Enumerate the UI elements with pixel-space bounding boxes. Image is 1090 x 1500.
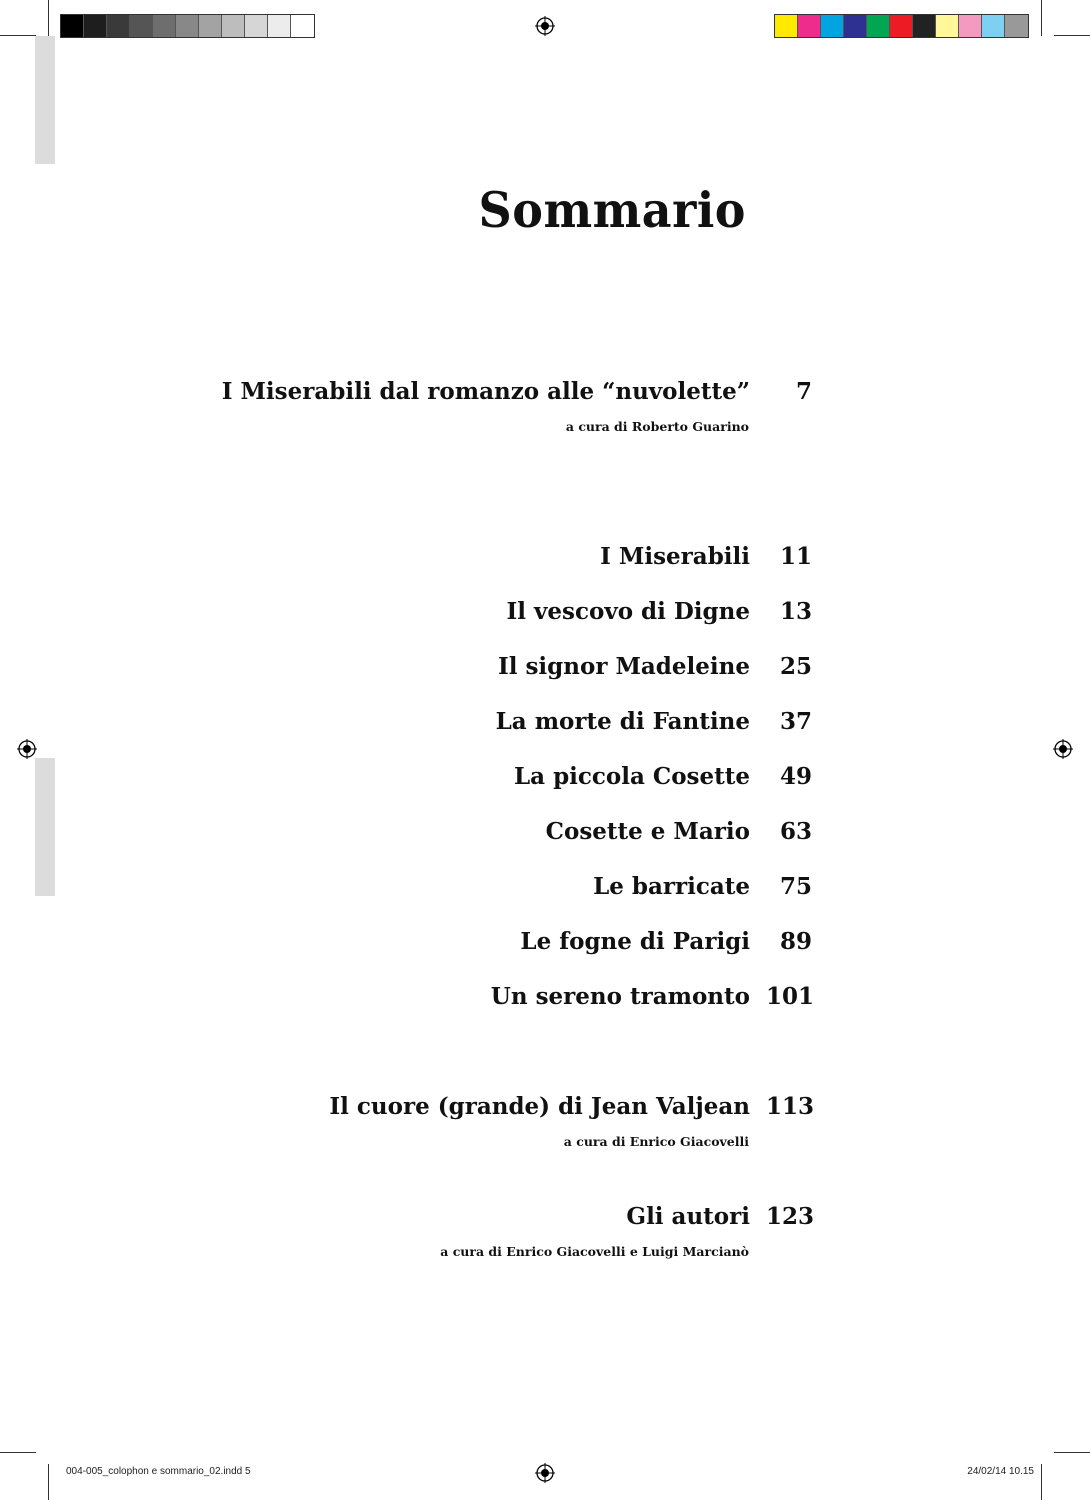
toc-entry-page: 123 <box>766 1203 815 1230</box>
toc-entry <box>0 708 1090 748</box>
color-swatch <box>1005 15 1028 37</box>
slug-filename: 004-005_colophon e sommario_02.indd 5 <box>66 1466 251 1477</box>
registration-mark-icon <box>535 16 555 36</box>
toc-entry <box>0 653 1090 693</box>
color-swatch <box>821 15 844 37</box>
color-swatch <box>176 15 199 37</box>
toc-entry <box>0 873 1090 913</box>
toc-entry <box>0 983 1090 1023</box>
toc-entry-title: La piccola Cosette <box>513 763 750 790</box>
crop-mark <box>1041 1464 1042 1500</box>
toc-entry <box>0 928 1090 968</box>
toc-entry-title: I Miserabili <box>600 543 750 570</box>
color-swatch <box>844 15 867 37</box>
gray-color-bar <box>60 14 315 38</box>
toc-entry <box>0 543 1090 583</box>
toc-entry-credit: a cura di Enrico Giacovelli <box>563 1134 749 1149</box>
color-swatch <box>775 15 798 37</box>
toc-entry-page: 49 <box>779 763 812 790</box>
toc-entry-title: Il vescovo di Digne <box>506 598 750 625</box>
toc-entry-title: Il signor Madeleine <box>497 653 750 680</box>
toc-entry <box>0 1093 1090 1133</box>
slug-date: 24/02/14 10.15 <box>967 1466 1034 1477</box>
color-swatch <box>268 15 291 37</box>
side-bleed-bar <box>35 36 55 164</box>
toc-entry <box>0 1203 1090 1243</box>
color-swatch <box>84 15 107 37</box>
toc-entry-credit: a cura di Enrico Giacovelli e Luigi Marcianò <box>440 1244 749 1259</box>
toc-entry-title: I Miserabili dal romanzo alle “nuvolette” <box>221 378 750 405</box>
toc-entry-title: La morte di Fantine <box>495 708 750 735</box>
toc-entry-page: 13 <box>779 598 812 625</box>
color-swatch <box>222 15 245 37</box>
toc-entry-title: Un sereno tramonto <box>490 983 750 1010</box>
crop-mark <box>0 1452 36 1453</box>
crop-mark <box>1054 1452 1090 1453</box>
crop-mark <box>1054 35 1090 36</box>
toc-entry-page: 75 <box>779 873 812 900</box>
color-swatch <box>798 15 821 37</box>
page-title: Sommario <box>478 181 746 239</box>
toc-entry-title: Cosette e Mario <box>545 818 750 845</box>
color-swatch <box>61 15 84 37</box>
color-swatch <box>153 15 176 37</box>
toc-entry-title: Le fogne di Parigi <box>520 928 750 955</box>
crop-mark <box>48 0 49 36</box>
color-swatch <box>867 15 890 37</box>
crop-mark <box>48 1464 49 1500</box>
color-swatch <box>913 15 936 37</box>
color-swatch <box>130 15 153 37</box>
toc-entry-page: 11 <box>779 543 812 570</box>
crop-mark <box>1041 0 1042 36</box>
color-swatch <box>936 15 959 37</box>
toc-entry <box>0 598 1090 638</box>
color-swatch <box>245 15 268 37</box>
toc-entry <box>0 378 1090 418</box>
toc-entry-title: Gli autori <box>626 1203 750 1230</box>
color-swatch <box>959 15 982 37</box>
toc-entry-page: 25 <box>779 653 812 680</box>
toc-entry-page: 101 <box>766 983 815 1010</box>
color-swatch <box>291 15 314 37</box>
toc-entry <box>0 763 1090 803</box>
toc-entry-page: 113 <box>766 1093 815 1120</box>
toc-entry <box>0 818 1090 858</box>
color-swatch <box>890 15 913 37</box>
toc-entry-credit: a cura di Roberto Guarino <box>565 419 749 434</box>
toc-entry-page: 89 <box>779 928 812 955</box>
toc-entry-title: Le barricate <box>593 873 750 900</box>
color-swatch <box>107 15 130 37</box>
color-swatch <box>199 15 222 37</box>
color-bar <box>774 14 1029 38</box>
toc-entry-page: 7 <box>795 378 812 405</box>
registration-mark-icon <box>535 1463 555 1483</box>
toc-entry-page: 37 <box>779 708 812 735</box>
crop-mark <box>0 35 36 36</box>
color-swatch <box>982 15 1005 37</box>
toc-entry-title: Il cuore (grande) di Jean Valjean <box>329 1093 750 1120</box>
toc-entry-page: 63 <box>779 818 812 845</box>
